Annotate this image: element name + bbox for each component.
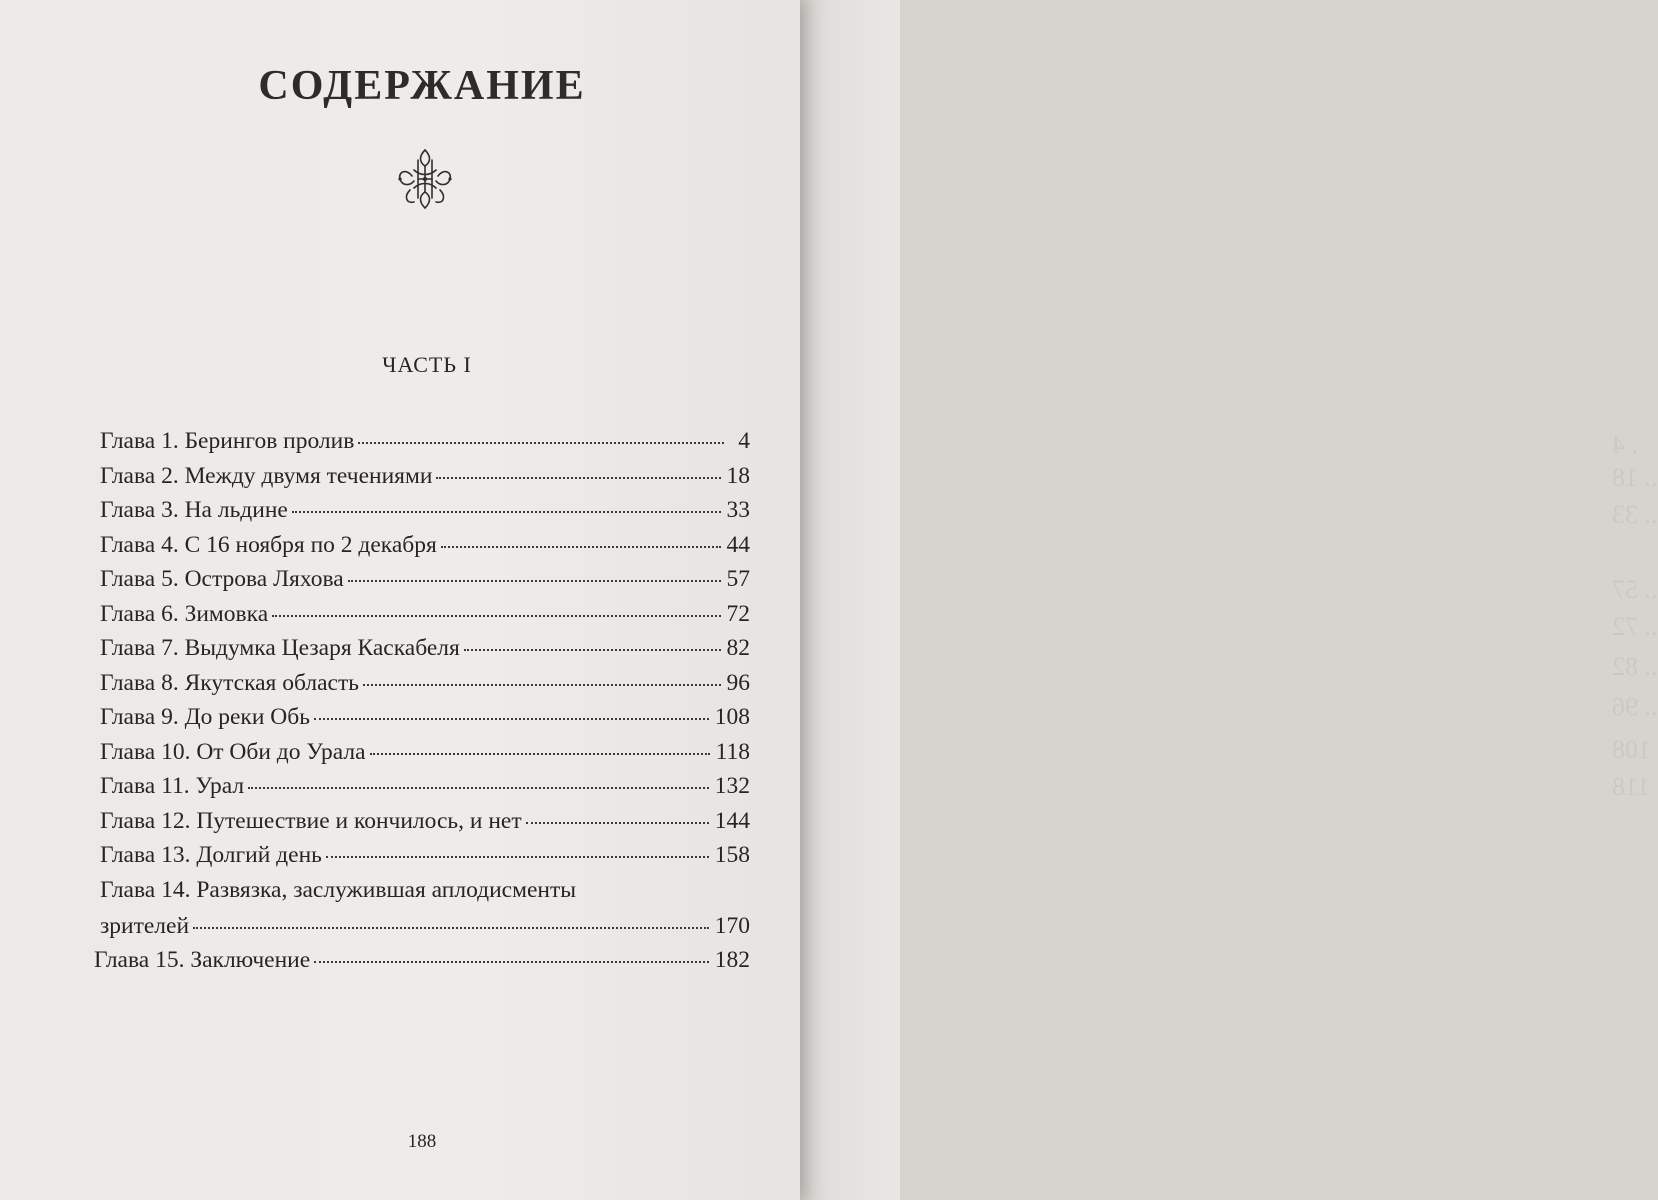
dot-leader [464, 649, 721, 651]
page-number: 118 [715, 738, 750, 765]
page-number: 57 [726, 566, 750, 592]
dot-leader [292, 511, 721, 513]
chapter-title: Глава 10. От Оби до Урала [100, 738, 366, 765]
toc-entry-14[interactable] [100, 877, 750, 913]
page-number: 82 [726, 635, 750, 661]
page-number: 18 [726, 462, 750, 489]
toc-entry-13[interactable] [100, 842, 750, 877]
toc-entry-7[interactable] [100, 635, 750, 670]
toc-entry-1[interactable] [100, 428, 750, 463]
chapter-title: Глава 2. Между двумя течениями [100, 462, 433, 489]
show-through-text: .. 33 [1612, 500, 1658, 529]
show-through-text: .. 72 [1612, 612, 1658, 641]
chapter-title: Глава 7. Выдумка Цезаря Каскабеля [100, 635, 460, 661]
page-number: 132 [714, 773, 750, 799]
page-number: 158 [714, 842, 750, 868]
dot-leader [314, 961, 709, 963]
chapter-title-continued: зрителей [100, 912, 190, 939]
dot-leader [193, 927, 709, 929]
page-number: 182 [714, 946, 750, 973]
show-through-text: .. 18 [1612, 463, 1658, 492]
chapter-title: Глава 15. Заключение [94, 946, 311, 973]
dot-leader [370, 753, 710, 755]
page-number: 33 [726, 497, 750, 523]
dot-leader [348, 580, 721, 582]
page-folio: 188 [407, 1131, 437, 1152]
chapter-title: Глава 9. До реки Обь [100, 704, 310, 730]
show-through-text: .. 57 [1612, 575, 1658, 604]
chapter-title: Глава 3. На льдине [100, 497, 288, 523]
chapter-title: Глава 14. Развязка, заслужившая аплодисменты [100, 876, 577, 903]
chapter-title: Глава 12. Путешествие и кончилось, и нет [100, 807, 522, 834]
chapter-title: Глава 6. Зимовка [100, 600, 269, 627]
toc-entry-2[interactable] [100, 463, 750, 498]
show-through-text: . 4 [1612, 430, 1638, 459]
dot-leader [248, 787, 709, 789]
dot-leader [436, 477, 720, 479]
toc-entry-14-continued[interactable] [100, 913, 750, 947]
chapter-title: Глава 1. Берингов пролив [100, 428, 355, 454]
book-page [0, 0, 800, 1200]
chapter-title: Глава 5. Острова Ляхова [100, 566, 344, 592]
show-through-text: 118 [1612, 772, 1651, 801]
next-page-edge [800, 0, 1658, 1200]
toc-entry-9[interactable] [100, 704, 750, 739]
toc-entry-4[interactable] [100, 532, 750, 567]
dot-leader [358, 442, 724, 444]
part-heading: ЧАСТЬ I [382, 352, 472, 377]
toc-entry-12[interactable] [100, 808, 750, 843]
dot-leader [314, 718, 709, 720]
page-number: 144 [714, 807, 750, 834]
dot-leader [526, 822, 709, 824]
dot-leader [441, 546, 721, 548]
dot-leader [326, 856, 709, 858]
page-number: 108 [714, 704, 750, 730]
toc-entry-11[interactable] [100, 773, 750, 808]
toc-entry-10[interactable] [100, 739, 750, 774]
show-through-text: .. 82 [1612, 652, 1658, 681]
page-title: СОДЕРЖАНИЕ [258, 63, 586, 109]
dot-leader [363, 684, 721, 686]
page-number: 4 [738, 428, 750, 454]
chapter-title: Глава 8. Якутская область [100, 669, 359, 696]
table-of-contents [94, 428, 750, 981]
page-number: 44 [726, 531, 750, 558]
chapter-title: Глава 4. С 16 ноября по 2 декабря [100, 531, 437, 558]
show-through-text: .. 96 [1612, 692, 1658, 721]
page-number: 170 [714, 912, 750, 939]
page-number: 72 [726, 600, 750, 627]
show-through-text: 108 [1612, 735, 1651, 764]
page-number: 96 [726, 669, 750, 696]
toc-entry-3[interactable] [100, 497, 750, 532]
chapter-title: Глава 11. Урал [100, 773, 245, 799]
toc-entry-6[interactable] [100, 601, 750, 636]
toc-entry-5[interactable] [100, 566, 750, 601]
toc-entry-15[interactable] [94, 947, 750, 982]
monogram-ornament-icon [392, 146, 458, 212]
chapter-title: Глава 13. Долгий день [100, 842, 322, 868]
dot-leader [272, 615, 720, 617]
toc-entry-8[interactable] [100, 670, 750, 705]
